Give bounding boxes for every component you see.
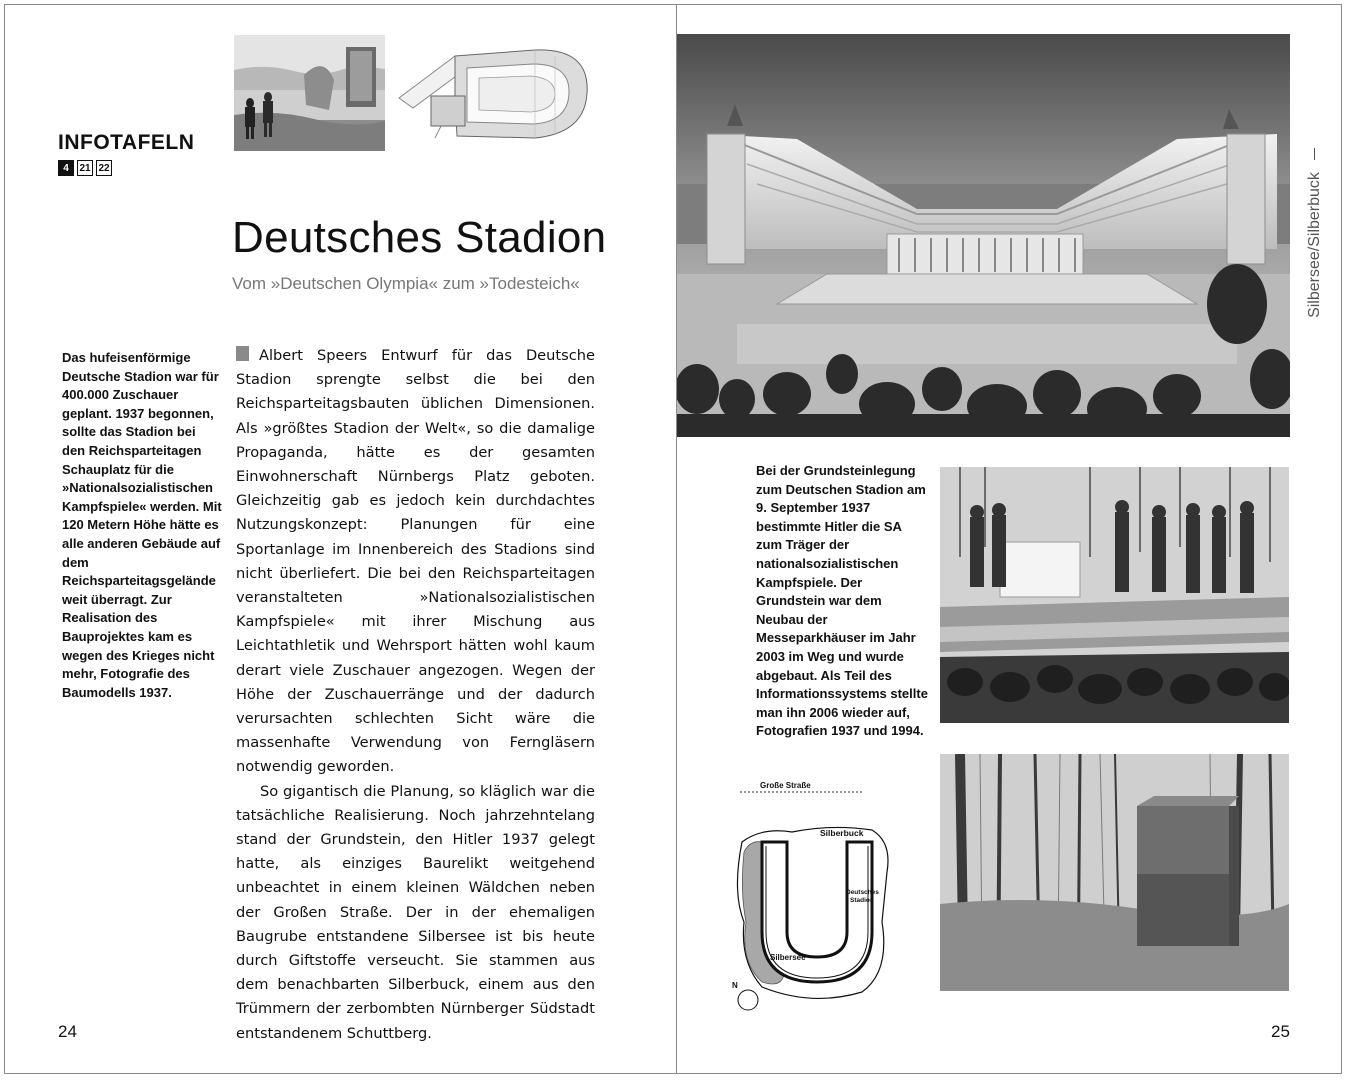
map-stadium-label-1: Deutsches: [846, 889, 879, 896]
lake-scene-illustration: [234, 35, 385, 151]
article-paragraph-1: [236, 344, 595, 780]
map-hill-label: Silberbuck: [820, 828, 864, 838]
site-map: [722, 772, 912, 1022]
north-label: N: [732, 981, 738, 990]
map-lake-label: Silbersee: [770, 953, 806, 962]
stadium-plan-drawing: [395, 38, 590, 150]
infotafel-number-22: 22: [96, 160, 112, 176]
ceremony-scene-illustration: [940, 467, 1289, 723]
stadium-model-photo: [677, 34, 1290, 437]
ceremony-photo-caption: Bei der Grundsteinlegung zum Deutschen Stadion am 9. September 1937 bestimmte Hitler die SA zum Träger der nationalsozialistischen Kampfspiele. Der Grundstein war dem Neubau der Messeparkhäuser im Jahr 2003 im Weg und wurde abgebaut. Als Teil des Informationssystems stellte man ihn 2006 wieder auf, Fotografien 1937 und 1994.: [756, 463, 928, 739]
stadium-model-illustration: [677, 34, 1290, 437]
side-location-label-text: Silbersee/Silberbuck: [1306, 172, 1323, 318]
article-paragraph-2: So gigantisch die Planung, so kläglich war die tatsächliche Realisierung. Noch jahrzehntelang stand der Grundstein, den Hitler 1937 gelegt hatte, als einziges Baurelikt weitgehend unbeachtet in einem kleinen Wäldchen neben der Großen Straße. Der in der ehemaligen Baugrube entstandene Silbersee ist bis heute durch Giftstoffe verseucht. Sie stammen aus dem benachbarten Silberbuck, einem aus den Trümmern der zerbombten Nürnberger Südstadt entstandenem Schuttberg.: [236, 782, 595, 1042]
map-road-label: Große Straße: [760, 781, 811, 790]
foundation-stone-forest-photo: [940, 754, 1289, 991]
article-body: [236, 344, 595, 1046]
infotafel-number-21: 21: [77, 160, 93, 176]
article-paragraph-1-text: Albert Speers Entwurf für das Deutsche Stadion sprengte selbst die bei den Reichsparteitagsbauten üblichen Dimensionen. Als »größtes Stadion der Welt«, so die damalige Propaganda, hätte es der gesamten Einwohnerschaft Nürnbergs Platz geboten. Gleichzeitig gab es jedoch kein durchdachtes Nutzungskonzept: Planungen für eine Sportanlage im Innenbereich des Stadions sind nicht überliefert. Die bei den Reichsparteitagen veranstalteten »Nationalsozialistischen Kampfspiele« mit ihrer Mischung aus Leichtathletik und Wehrsport hätten wohl kaum derart viele Zuschauer angezogen. Wegen der Höhe der Zuschauerränge und der dadurch verursachten schlechten Sicht wäre die massenhafte Verwendung von Ferngläsern notwendig geworden.: [236, 347, 595, 776]
page-title: Deutsches Stadion: [232, 213, 607, 262]
side-location-label: [1304, 160, 1326, 330]
page-number-right: 25: [1271, 1022, 1290, 1041]
site-map-drawing: [722, 772, 912, 1022]
model-photo-caption: Das hufeisenförmige Deutsche Stadion war für 400.000 Zuschauer geplant. 1937 begonnen, sollte das Stadion bei den Reichsparteitagen Schauplatz für die »Nationalsozialistischen Kampfspiele« werden. Mit 120 Metern Höhe hätte es alle anderen Gebäude auf dem Reichsparteitagsgelände weit überragt. Zur Realisation des Bauprojektes kam es wegen des Krieges nicht mehr, Fotografie des Baumodells 1937.: [62, 350, 222, 700]
map-stadium-label-2: Stadion: [850, 897, 874, 904]
page-number-left: 24: [58, 1022, 77, 1041]
stadium-plan-thumbnail: [395, 38, 590, 150]
side-label-rule: [1314, 148, 1315, 160]
infotafel-number-list: [58, 160, 112, 176]
infotafel-number-4: 4: [58, 160, 74, 176]
page-subtitle: Vom »Deutschen Olympia« zum »Todesteich«: [232, 274, 580, 293]
forest-scene-illustration: [940, 754, 1289, 991]
foundation-ceremony-photo: [940, 467, 1289, 723]
section-heading: INFOTAFELN: [58, 131, 195, 154]
lake-thumbnail-photo: [234, 35, 385, 151]
paragraph-marker-icon: [236, 346, 249, 361]
